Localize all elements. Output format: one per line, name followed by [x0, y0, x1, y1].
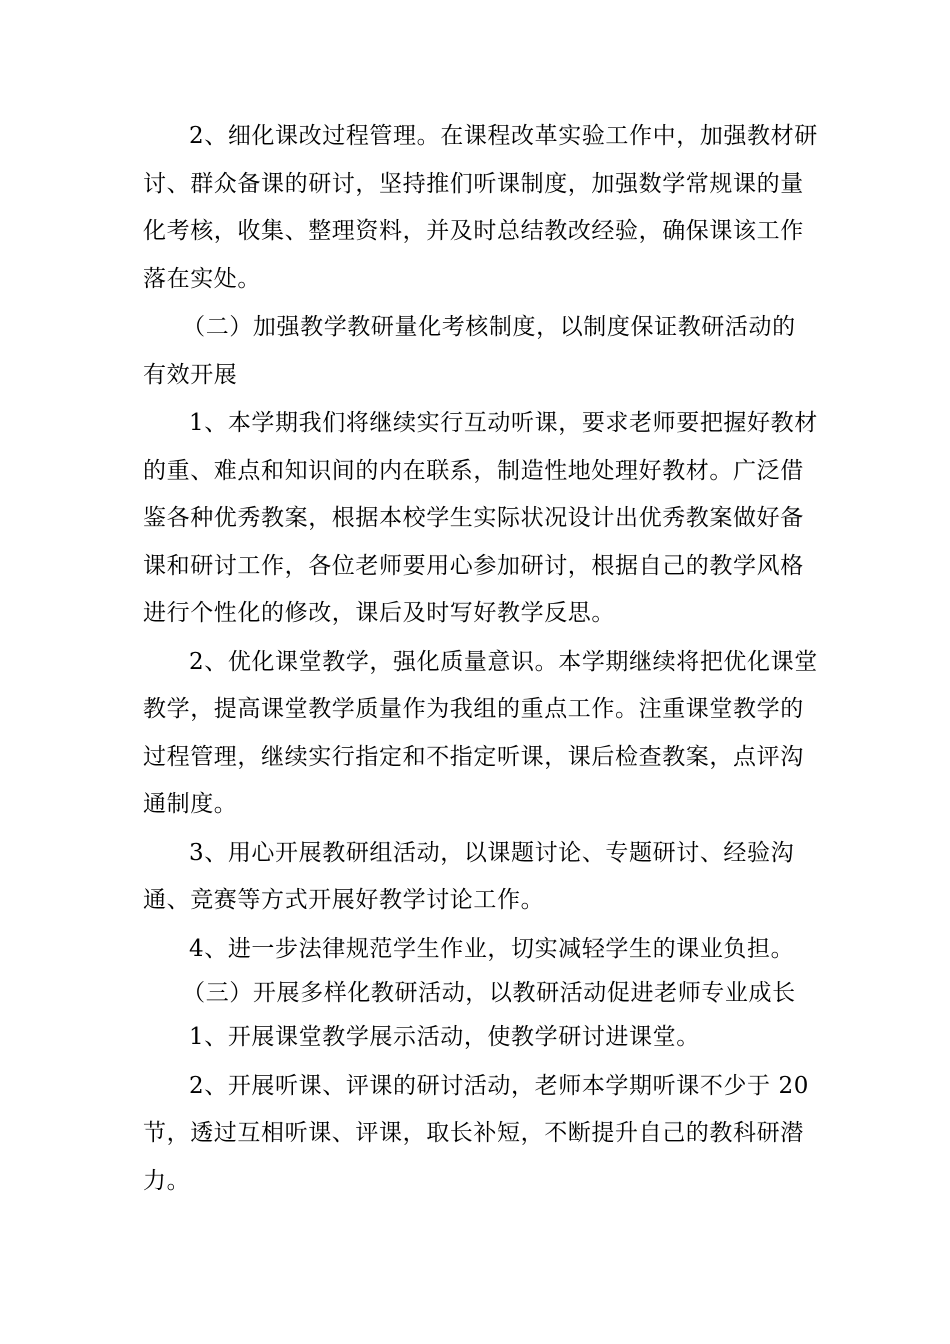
text-line: 3、用心开展教研组活动，以课题讨论、专题研讨、经验沟 [189, 839, 795, 866]
paragraph-p5 [143, 830, 819, 925]
text-line: 1、开展课堂教学展示活动，使教学研讨进课堂。 [189, 1024, 700, 1050]
text-line: 4、进一步法律规范学生作业，切实减轻学生的课业负担。 [189, 935, 795, 962]
paragraph-p1 [143, 113, 819, 303]
text-line: 通制度。 [143, 791, 238, 817]
text-line: 的重、难点和知识间的内在联系，制造性地处理好教材。广泛借 [143, 457, 804, 484]
paragraph-p3 [143, 400, 819, 638]
text-line: 2、细化课改过程管理。在课程改革实验工作中，加强教材研 [189, 123, 818, 149]
text-line: （三）开展多样化教研活动，以教研活动促进老师专业成长 [182, 980, 796, 1006]
text-line: 过程管理，继续实行指定和不指定听课，课后检查教案，点评沟 [143, 743, 804, 770]
text-line: 2、优化课堂教学，强化质量意识。本学期继续将把优化课堂 [189, 648, 818, 675]
text-line: 化考核，收集、整理资料，并及时总结教改经验，确保课该工作 [143, 218, 804, 244]
paragraph-p6 [143, 926, 819, 974]
text-line: 1、本学期我们将继续实行互动听课，要求老师要把握好教材 [189, 410, 818, 436]
paragraph-p4 [143, 639, 819, 829]
text-line: 通、竞赛等方式开展好教学讨论工作。 [143, 887, 545, 913]
text-line: 节，透过互相听课、评课，取长补短，不断提升自己的教科研潜 [143, 1120, 804, 1146]
paragraph-p8 [143, 1014, 819, 1062]
text-line: 讨、群众备课的研讨，坚持推们听课制度，加强数学常规课的量 [143, 170, 804, 197]
text-line: （二）加强教学教研量化考核制度，以制度保证教研活动的 [182, 314, 796, 340]
paragraph-p9 [143, 1063, 819, 1206]
text-line: 2、开展听课、评课的研讨活动，老师本学期听课不少于 20 [189, 1072, 810, 1099]
section-heading-3 [143, 972, 819, 1014]
text-line: 鉴各种优秀教案，根据本校学生实际状况设计出优秀教案做好备 [143, 505, 804, 531]
text-line: 有效开展 [143, 361, 238, 388]
document-body [143, 113, 819, 1205]
text-line: 进行个性化的修改，课后及时写好教学反思。 [143, 600, 615, 626]
text-line: 力。 [143, 1167, 191, 1194]
text-line: 教学，提高课堂教学质量作为我组的重点工作。注重课堂教学的 [143, 696, 804, 722]
text-line: 落在实处。 [143, 265, 261, 292]
text-line: 课和研讨工作，各位老师要用心参加研讨，根据自己的教学风格 [143, 552, 804, 579]
section-heading-2 [143, 304, 819, 399]
